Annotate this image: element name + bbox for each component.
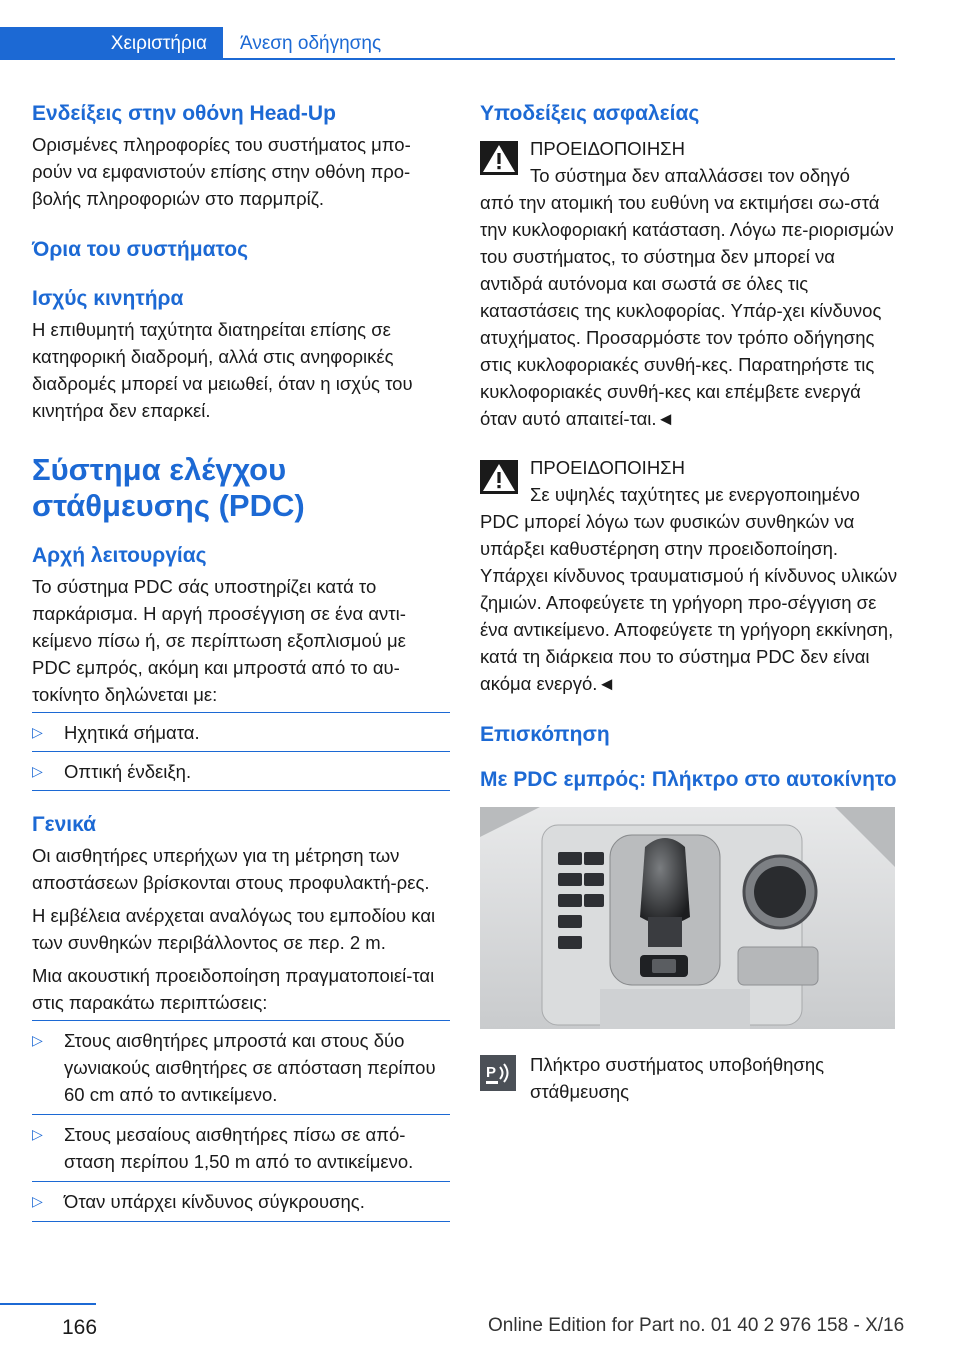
warning-title: ΠΡΟΕΙΔΟΠΟΙΗΣΗ xyxy=(530,457,685,478)
warning-text: PDC μπορεί λόγω των φυσικών συνθηκών να υπάρξει καθυστέρηση στην προειδοποίηση. Υπάρχει κίνδυνος τραυματισμού ή κίνδυνος υλικών ζημιών. Αποφεύγετε τη γρήγορη προ-σέγγιση σε ένα αντικείμενο. Αποφεύγετε τη γρήγορη εκκίνηση, κατά τη διάρκεια που το σύστημα PDC δεν είναι ακόμα ενεργό.◄ xyxy=(480,511,898,694)
header-bar xyxy=(0,27,895,60)
front-pdc-heading: Με PDC εμπρός: Πλήκτρο στο αυτοκίνητο xyxy=(480,768,897,791)
list-item xyxy=(32,712,450,752)
hud-text: Ορισμένες πληροφορίες του συστήματος μπο-ρούν να εμφανιστούν επίσης στην οθόνη προ-βολής πληροφοριών στο παρμπρίζ. xyxy=(32,134,411,209)
principle-heading: Αρχή λειτουργίας xyxy=(32,544,207,567)
warning-block-2 xyxy=(480,454,898,697)
list-item xyxy=(32,1020,450,1115)
right-column xyxy=(480,100,898,1105)
hud-heading: Ενδείξεις στην οθόνη Head-Up xyxy=(32,102,336,125)
list-item xyxy=(32,752,450,791)
header-divider xyxy=(223,58,895,60)
triangle-bullet-icon: ▷ xyxy=(32,1193,43,1209)
triangle-bullet-icon: ▷ xyxy=(32,1032,43,1048)
triangle-bullet-icon: ▷ xyxy=(32,1126,43,1142)
overview-heading: Επισκόπηση xyxy=(480,723,610,746)
pdc-heading-line1: Σύστημα ελέγχου xyxy=(32,452,287,487)
general-heading: Γενικά xyxy=(32,813,97,836)
pdc-button-icon xyxy=(480,1055,516,1091)
footer-divider xyxy=(0,1303,96,1305)
list-item xyxy=(32,1115,450,1182)
warning-block-1 xyxy=(480,135,898,432)
edition-text: Online Edition for Part no. 01 40 2 976 158 - X/16 xyxy=(488,1315,905,1336)
center-console-photo xyxy=(480,807,895,1029)
warning-triangle-icon xyxy=(480,141,518,175)
warning-triangle-icon xyxy=(480,460,518,494)
pdc-button-caption: Πλήκτρο συστήματος υποβοήθησης στάθμευσης xyxy=(530,1054,825,1102)
pdc-heading-line2: στάθμευσης (PDC) xyxy=(32,488,305,523)
svg-text:P: P xyxy=(486,1064,497,1081)
warning-first-line: Το σύστημα δεν απαλλάσσει τον οδηγό xyxy=(530,165,850,186)
safety-heading: Υποδείξεις ασφαλείας xyxy=(480,102,700,125)
center-console-image xyxy=(480,807,895,1029)
general-text-3: Μια ακουστική προειδοποίηση πραγματοποιεί-ται στις παρακάτω περιπτώσεις: xyxy=(32,965,435,1013)
case-text: Όταν υπάρχει κίνδυνος σύγκρουσης. xyxy=(64,1191,365,1212)
list-item xyxy=(32,1182,450,1222)
page-number: 166 xyxy=(62,1316,98,1339)
limits-heading: Όρια του συστήματος xyxy=(32,238,249,261)
tab-controls[interactable]: Χειριστήρια xyxy=(0,27,223,60)
general-text-1: Οι αισθητήρες υπερήχων για τη μέτρηση των αποστάσεων βρίσκονται στους προφυλακτή-ρες. xyxy=(32,845,430,893)
warning-text: από την ατομική του ευθύνη να εκτιμήσει σω-στά την κυκλοφοριακή κατάσταση. Λόγω πε-ριορισμών του συστήματος, το σύστημα δεν μπορεί να αντιδρά αυτόνομα και σωστά σε όλες τις καταστάσεις της κυκλοφορίας. Υπάρ-χει κίνδυνος ατυχήματος. Προσαρμόστε τον τρόπο οδήγησης στις κυκλοφοριακές συνθή-κες. Παρατηρήστε τις κυκλοφοριακές συνθή-κες και επέμβετε ενεργά όταν αυτό απαιτεί-ται.◄ xyxy=(480,192,894,429)
pdc-button-row xyxy=(480,1051,898,1105)
tab-driving-comfort[interactable]: Άνεση οδήγησης xyxy=(240,33,382,54)
signal-text: Ηχητικά σήματα. xyxy=(64,722,200,743)
signal-text: Οπτική ένδειξη. xyxy=(64,761,192,782)
triangle-bullet-icon: ▷ xyxy=(32,763,43,779)
case-text: Στους αισθητήρες μπροστά και στους δύο γωνιακούς αισθητήρες σε απόσταση περίπου 60 cm από το αντικείμενο. xyxy=(64,1030,436,1105)
case-text: Στους μεσαίους αισθητήρες πίσω σε από-σταση περίπου 1,50 m από το αντικείμενο. xyxy=(64,1124,414,1172)
left-column xyxy=(32,100,450,1222)
engine-text: Η επιθυμητή ταχύτητα διατηρείται επίσης σε κατηφορική διαδρομή, αλλά στις ανηφορικές διαδρομές μπορεί να μειωθεί, όταν η ισχύς του κινητήρα δεν επαρκεί. xyxy=(32,319,413,421)
engine-heading: Ισχύς κινητήρα xyxy=(32,287,184,310)
triangle-bullet-icon: ▷ xyxy=(32,724,43,740)
general-text-2: Η εμβέλεια ανέρχεται αναλόγως του εμποδίου και των συνθηκών περιβάλλοντος σε περ. 2 m. xyxy=(32,905,436,953)
cases-list xyxy=(32,1020,450,1222)
principle-text: Το σύστημα PDC σάς υποστηρίζει κατά το παρκάρισμα. Η αργή προσέγγιση σε ένα αντι-κείμενο πίσω ή, σε περίπτωση εξοπλισμού με PDC εμπρός, ακόμη και μπροστά από το αυ-τοκίνητο δηλώνεται με: xyxy=(32,576,406,705)
signals-list xyxy=(32,712,450,791)
warning-title: ΠΡΟΕΙΔΟΠΟΙΗΣΗ xyxy=(530,138,685,159)
warning-first-line: Σε υψηλές ταχύτητες με ενεργοποιημένο xyxy=(530,484,860,505)
